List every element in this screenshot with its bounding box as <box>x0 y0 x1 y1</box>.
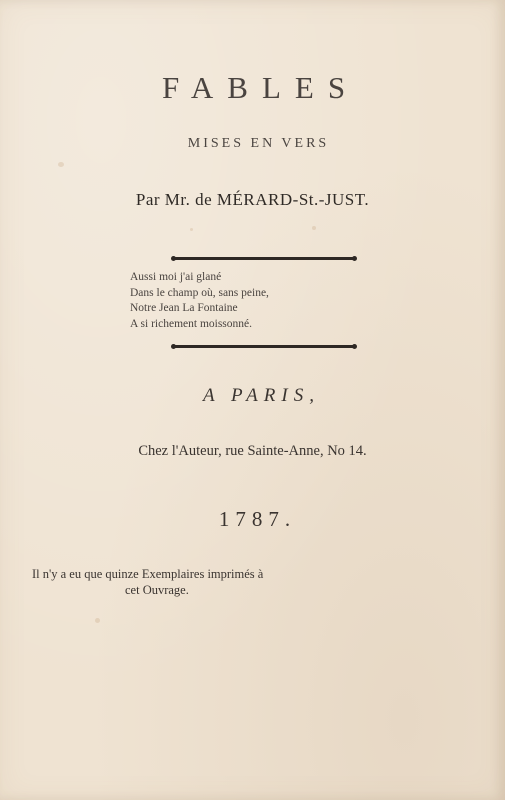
page-edge <box>505 0 510 800</box>
edition-note <box>32 566 492 598</box>
edition-note-line: cet Ouvrage. <box>125 583 189 597</box>
author-line: Par Mr. de MÉRARD-St.-JUST. <box>135 190 370 209</box>
epigraph-line: Aussi moi j'ai glané <box>130 271 222 283</box>
epigraph-line: Dans le champ où, sans peine, <box>130 286 269 299</box>
subtitle: MISES EN VERS <box>187 136 330 151</box>
imprint-city: A PARIS, <box>203 385 320 406</box>
epigraph <box>130 270 360 332</box>
foxing-spot <box>190 228 193 231</box>
epigraph-line: Notre Jean La Fontaine <box>130 302 238 314</box>
top-rule <box>173 257 355 260</box>
bottom-rule <box>173 345 355 348</box>
foxing-spot <box>312 226 316 230</box>
book-title: FABLES <box>161 70 360 105</box>
publisher-address: Chez l'Auteur, rue Sainte-Anne, No 14. <box>138 443 367 459</box>
foxing-spot <box>58 162 64 167</box>
foxing-spot <box>95 618 100 623</box>
publication-year: 1787. <box>218 507 297 531</box>
epigraph-line: A si richement moissonné. <box>130 317 253 330</box>
edition-note-line: Il n'y a eu que quinze Exemplaires imprimés à <box>32 567 264 581</box>
